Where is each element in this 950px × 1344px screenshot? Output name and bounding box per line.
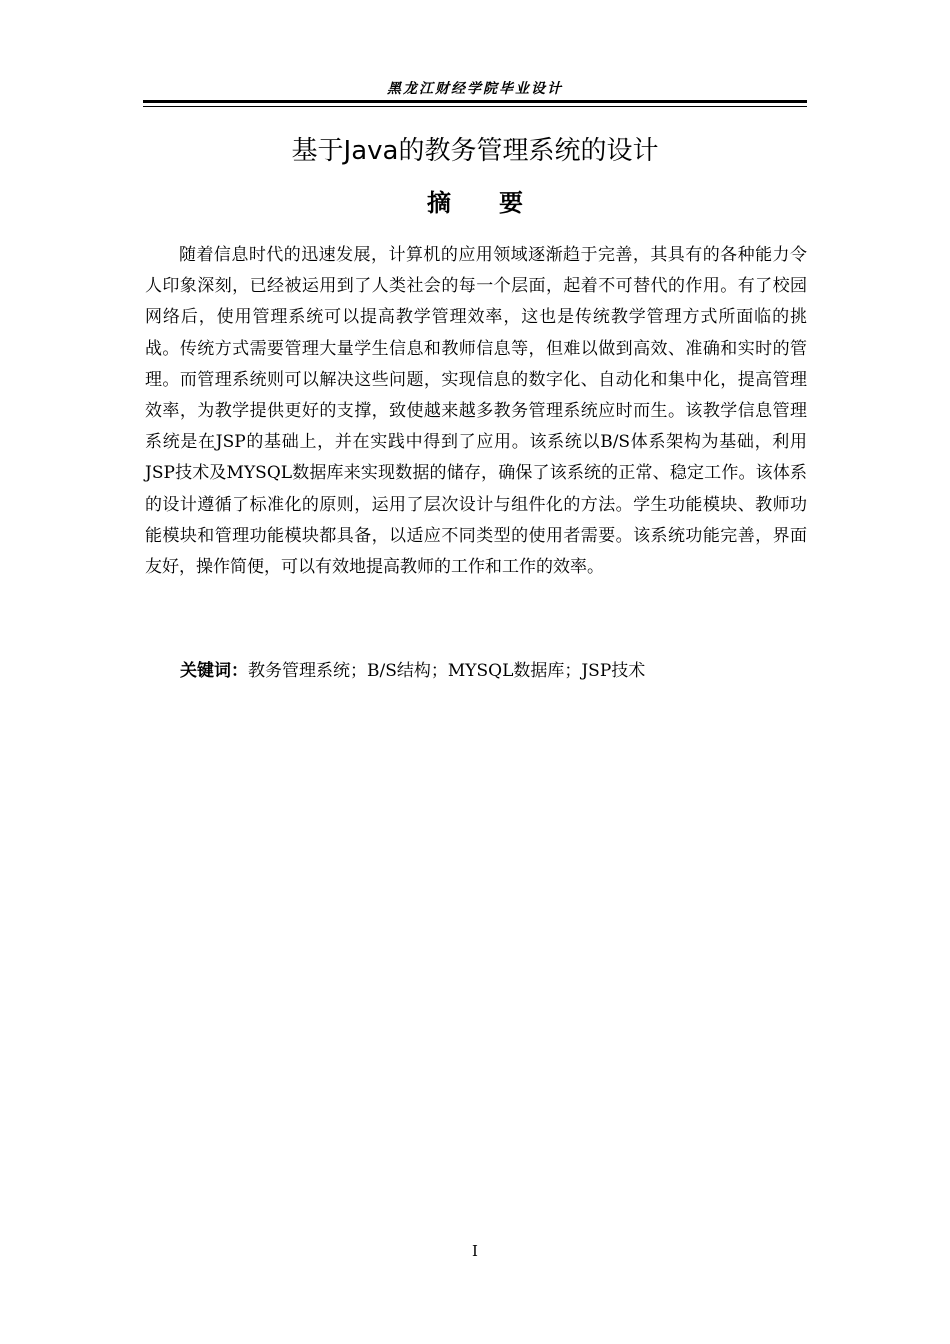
keywords-label: 关键词： <box>180 661 248 681</box>
running-header: 黑龙江财经学院毕业设计 <box>387 81 563 97</box>
keywords-value: 教务管理系统；B/S结构；MYSQL数据库；JSP技术 <box>248 661 646 681</box>
abstract-body: 随着信息时代的迅速发展，计算机的应用领域逐渐趋于完善，其具有的各种能力令人印象深刻，已经被运用到了人类社会的每一个层面，起着不可替代的作用。有了校园网络后，使用管理系统可以提高教学管理效率，这也是传统教学管理方式所面临的挑战。传统方式需要管理大量学生信息和教师信息等，但难以做到高效、准确和实时的管理。而管理系统则可以解决这些问题，实现信息的数字化、自动化和集中化，提高管理效率，为教学提供更好的支撑，致使越来越多教务管理系统应时而生。该教学信息管理系统是在JSP的基础上，并在实践中得到了应用。该系统以B/S体系架构为基础，利用JSP技术及MYSQL数据库来实现数据的储存，确保了该系统的正常、稳定工作。该体系的设计遵循了标准化的原则，运用了层次设计与组件化的方法。学生功能模块、教师功能模块和管理功能模块都具备，以适应不同类型的使用者需要。该系统功能完善，界面友好，操作简便，可以有效地提高教师的工作和工作的效率。 <box>145 245 807 578</box>
abstract-heading-char-1: 摘 <box>427 189 451 217</box>
page-number: I <box>472 1242 478 1260</box>
keywords-line <box>180 657 800 685</box>
abstract-heading <box>0 186 950 220</box>
document-title: 基于Java的教务管理系统的设计 <box>291 136 659 166</box>
header-rule-thick <box>143 100 807 103</box>
abstract-heading-char-2: 要 <box>499 189 523 217</box>
header-rule-thin <box>143 106 807 107</box>
